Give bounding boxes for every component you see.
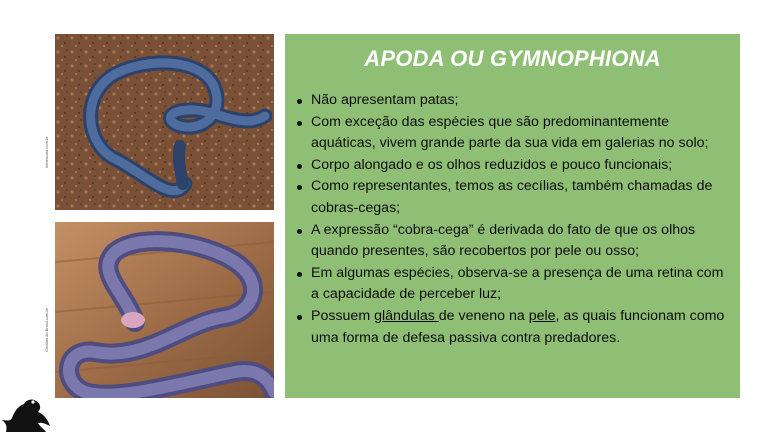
bullet-item: Corpo alongado e os olhos reduzidos e pouco funcionais;: [297, 155, 733, 177]
bullet-item: Como representantes, temos as cecílias, também chamadas de cobras-cegas;: [297, 176, 733, 219]
slide-title: APODA OU GYMNOPHIONA: [364, 46, 661, 71]
bullet-text: de veneno na: [438, 307, 529, 324]
content-panel: [285, 34, 740, 398]
bullet-item-last: [297, 306, 733, 349]
pele-link[interactable]: pele: [528, 307, 556, 324]
bullet-item: Em algumas espécies, observa-se a presença de uma retina com a capacidade de perceber luz;: [297, 263, 733, 306]
bullet-item: A expressão “cobra-cega” é derivada do fato de que os olhos quando presentes, são recobertos por pele ou osso;: [297, 220, 733, 263]
bullet-list: [297, 90, 733, 349]
bullet-text: Possuem: [311, 307, 375, 324]
caecilian-photo-bottom: [55, 222, 274, 398]
bullet-text: , as quais funcionam como uma forma de defesa passiva contra predadores.: [311, 307, 725, 346]
caecilian-photo-top: [55, 34, 274, 210]
glandulas-link[interactable]: glândulas: [374, 307, 439, 324]
photo-credit-bottom: Cecilias do Brasil.com.br: [44, 307, 49, 352]
bullet-item: Não apresentam patas;: [297, 90, 733, 112]
bullet-item: Com exceção das espécies que são predominantemente aquáticas, vivem grande parte da sua vida em galerias no solo;: [297, 112, 733, 155]
frog-icon: [0, 392, 52, 432]
photo-credit-top: Infoescola.com.br: [44, 136, 49, 168]
